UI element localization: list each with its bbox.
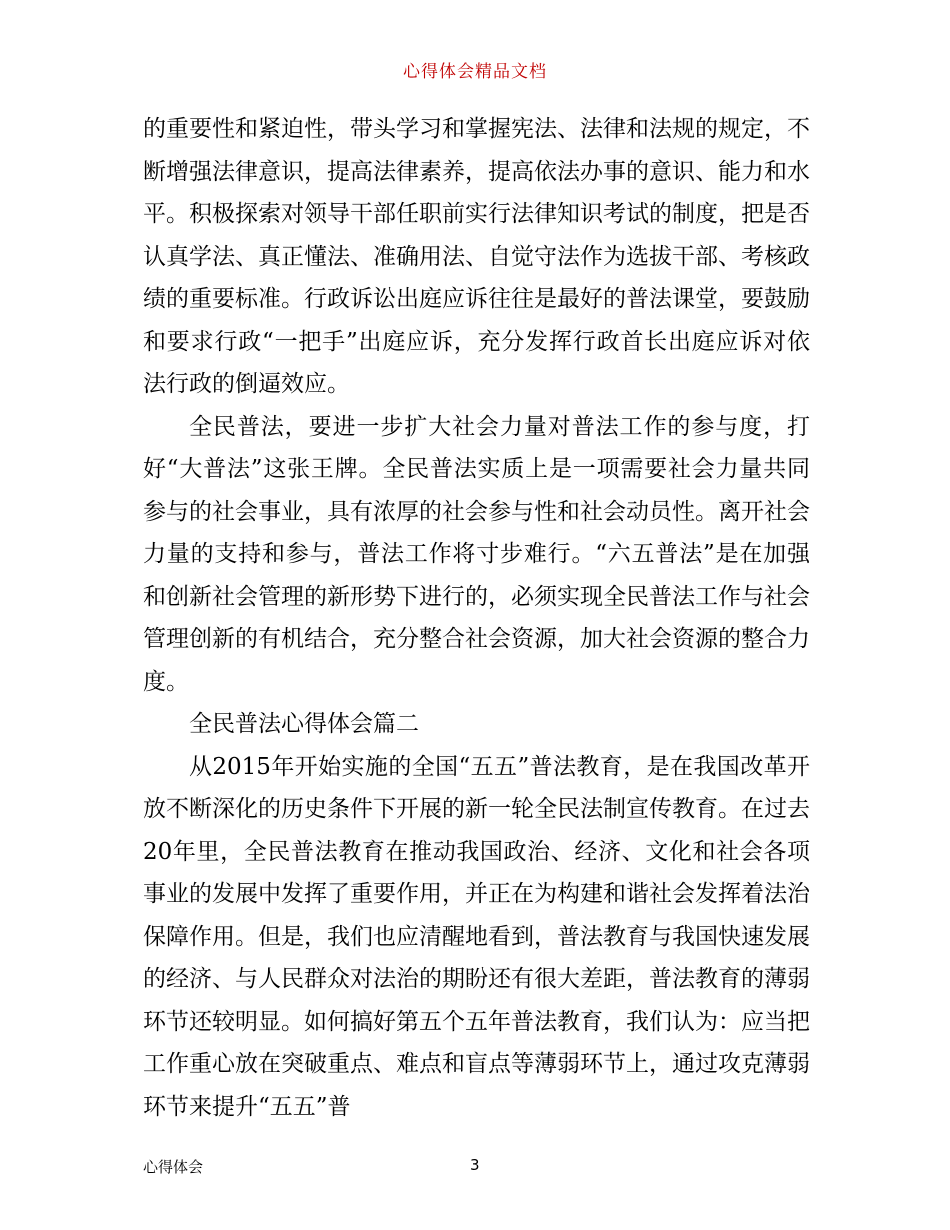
paragraph: 全民普法，要进一步扩大社会力量对普法工作的参与度，打好“大普法”这张王牌。全民普法实质上是一项需要社会力量共同参与的社会事业，具有浓厚的社会参与性和社会动员性。离开社会力量的支持和参与，普法工作将寸步难行。“六五普法”是在加强和创新社会管理的新形势下进行的，必须实现全民普法工作与社会管理创新的有机结合，充分整合社会资源，加大社会资源的整合力度。 — [143, 413, 810, 695]
document-body — [143, 108, 810, 1128]
page-number: 3 — [470, 1156, 480, 1174]
page-header-title: 心得体会精品文档 — [403, 62, 547, 82]
section-heading: 全民普法心得体会篇二 — [189, 711, 419, 737]
paragraph-continuation: 的重要性和紧迫性，带头学习和掌握宪法、法律和法规的规定，不断增强法律意识，提高法律素养，提高依法办事的意识、能力和水平。积极探索对领导干部任职前实行法律知识考试的制度，把是否认真学法、真正懂法、准确用法、自觉守法作为选拔干部、考核政绩的重要标准。行政诉讼出庭应诉往往是最好的普法课堂，要鼓励和要求行政“一把手”出庭应诉，充分发挥行政首长出庭应诉对依法行政的倒逼效应。 — [143, 116, 810, 397]
footer-label: 心得体会 — [143, 1158, 204, 1176]
paragraph: 从2015年开始实施的全国“五五”普法教育，是在我国改革开放不断深化的历史条件下开展的新一轮全民法制宣传教育。在过去20年里，全民普法教育在推动我国政治、经济、文化和社会各项事业的发展中发挥了重要作用，并正在为构建和谐社会发挥着法治保障作用。但是，我们也应清醒地看到，普法教育与我国快速发展的经济、与人民群众对法治的期盼还有很大差距，普法教育的薄弱环节还较明显。如何搞好第五个五年普法教育，我们认为：应当把工作重心放在突破重点、难点和盲点等薄弱环节上，通过攻克薄弱环节来提升“五五”普 — [143, 753, 810, 1120]
